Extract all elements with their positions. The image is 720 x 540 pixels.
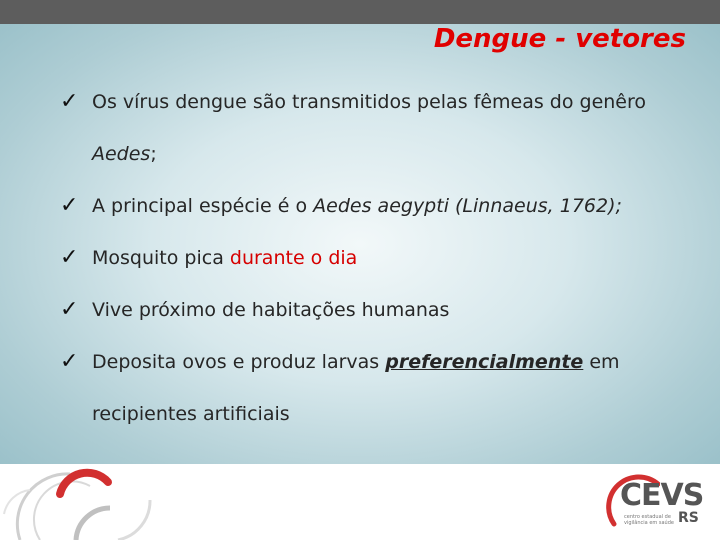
bullet-text-highlight: durante o dia xyxy=(229,247,358,269)
bullet-text-italic: Aedes aegypti (Linnaeus, 1762); xyxy=(313,195,622,217)
slide-title: Dengue - vetores xyxy=(433,24,686,54)
bullet-text-italic: Aedes xyxy=(92,143,151,165)
decorative-circles-icon xyxy=(0,464,170,540)
checkmark-icon: ✓ xyxy=(60,349,79,374)
checkmark-icon: ✓ xyxy=(60,89,79,114)
bullet-item xyxy=(60,284,700,336)
checkmark-icon: ✓ xyxy=(60,297,79,322)
checkmark-icon: ✓ xyxy=(60,193,79,218)
bullet-text: ; xyxy=(150,143,157,165)
cevs-logo xyxy=(596,474,706,530)
bullet-text: em recipientes artificiais xyxy=(92,351,620,425)
bullet-text: Os vírus dengue são transmitidos pelas fêmeas do genêro xyxy=(92,91,647,113)
bullet-text-emphasis: preferencialmente xyxy=(385,351,584,373)
logo-subtitle: centro estadual de vigilância em saúde xyxy=(624,514,674,526)
bullet-item xyxy=(60,180,700,232)
checkmark-icon: ✓ xyxy=(60,245,79,270)
bullet-text: Mosquito pica xyxy=(92,247,230,269)
logo-region: RS xyxy=(678,510,699,526)
bullet-item xyxy=(60,232,700,284)
bullet-text: Vive próximo de habitações humanas xyxy=(92,299,450,321)
top-bar xyxy=(0,0,720,24)
logo-name: CEVS xyxy=(620,478,704,513)
bullet-list xyxy=(60,76,700,440)
bullet-item xyxy=(60,76,700,180)
bullet-item xyxy=(60,336,700,440)
bullet-text: A principal espécie é o xyxy=(92,195,314,217)
bullet-text: Deposita ovos e produz larvas xyxy=(92,351,386,373)
